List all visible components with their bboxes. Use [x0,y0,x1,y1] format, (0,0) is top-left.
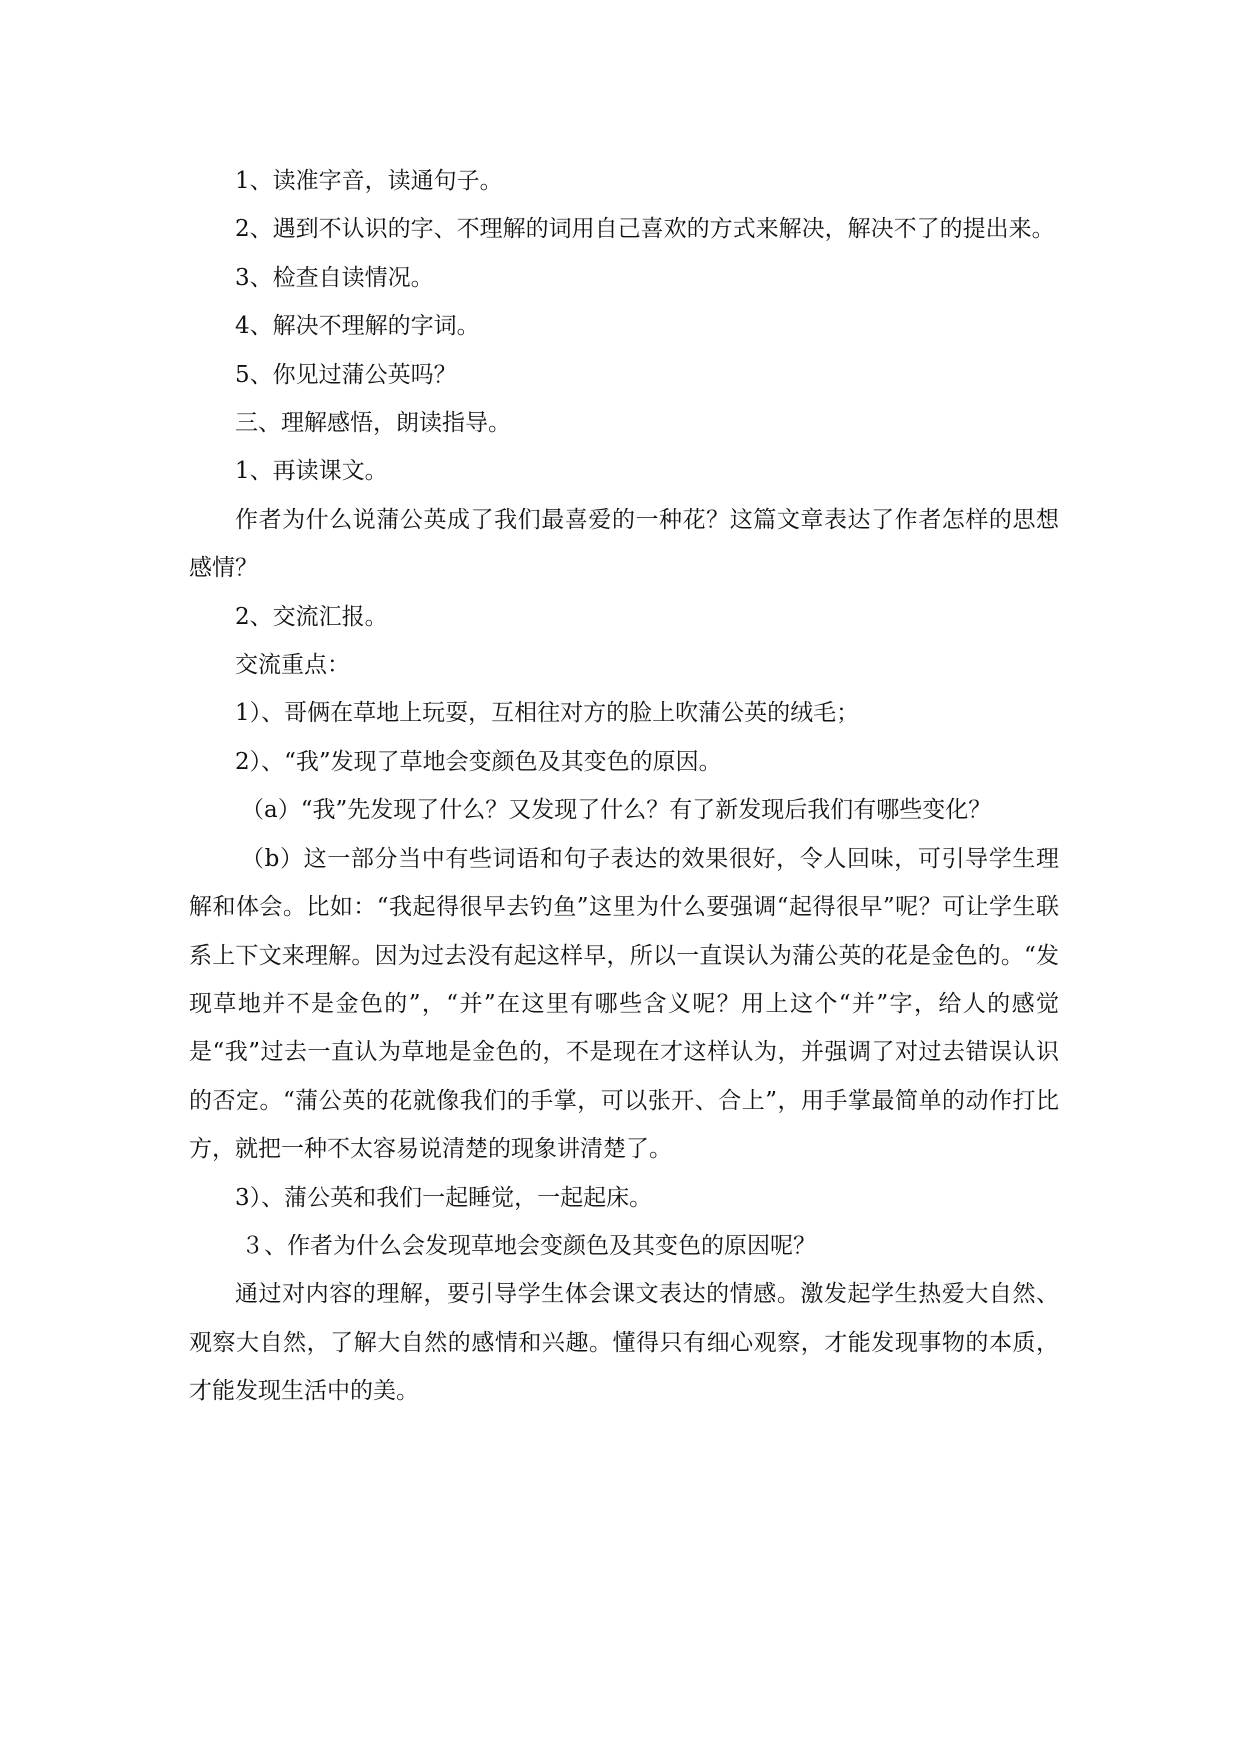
paragraph-point-3: 3）、蒲公英和我们一起睡觉，一起起床。 [235,1184,653,1211]
paragraph-point-b: （b）这一部分当中有些词语和句子表达的效果很好，令人回味，可引导学生理解和体会。比如：“我起得很早去钓鱼”这里为什么要强调“起得很早”呢？可让学生联系上下文来理解。因为过去没有起这样早，所以一直误认为蒲公英的花是金色的。“发现草地并不是金色的”，“并”在这里有哪些含义呢？用上这个“并”字，给人的感觉是“我”过去一直认为草地是金色的，不是现在才这样认为，并强调了对过去错误认识的否定。“蒲公英的花就像我们的手掌，可以张开、合上”，用手掌最简单的动作打比方，就把一种不太容易说清楚的现象讲清楚了。 [189,845,1059,1163]
document-body [189,157,1059,1416]
paragraph-question-3: ３、作者为什么会发现草地会变颜色及其变色的原因呢？ [241,1232,816,1259]
paragraph-point-a: （a）“我”先发现了什么？又发现了什么？有了新发现后我们有哪些变化？ [241,797,992,824]
paragraph-step-3: 3、检查自读情况。 [235,264,434,291]
paragraph-point-2: 2）、“我”发现了草地会变颜色及其变色的原因。 [235,748,722,775]
paragraph-reread: 1、再读课文。 [235,458,388,485]
paragraph-report: 2、交流汇报。 [235,603,388,630]
section-heading-3: 三、理解感悟，朗读指导。 [235,410,511,437]
paragraph-point-1: 1）、哥俩在草地上玩耍，互相往对方的脸上吹蒲公英的绒毛； [235,700,860,727]
paragraph-step-1: 1、读准字音，读通句子。 [235,168,503,194]
paragraph-step-2: 2、遇到不认识的字、不理解的词用自己喜欢的方式来解决，解决不了的提出来。 [235,216,1055,243]
paragraph-question: 作者为什么说蒲公英成了我们最喜爱的一种花？这篇文章表达了作者怎样的思想感情？ [189,506,1059,582]
paragraph-step-4: 4、解决不理解的字词。 [235,313,480,340]
paragraph-step-5: 5、你见过蒲公英吗？ [235,361,457,388]
paragraph-key-points-label: 交流重点： [235,652,350,679]
paragraph-conclusion: 通过对内容的理解，要引导学生体会课文表达的情感。激发起学生热爱大自然、观察大自然，了解大自然的感情和兴趣。懂得只有细心观察，才能发现事物的本质，才能发现生活中的美。 [189,1281,1059,1405]
